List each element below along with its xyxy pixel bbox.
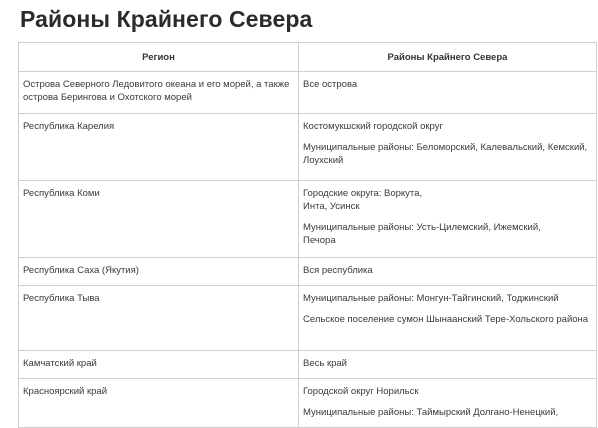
- region-cell: [19, 72, 299, 114]
- table-row: [19, 72, 597, 114]
- district-entry: Городской округ Норильск: [303, 386, 419, 397]
- region-cell: [19, 379, 299, 428]
- districts-cell: [299, 72, 597, 114]
- districts-cell: [299, 258, 597, 286]
- table-row: [19, 351, 597, 379]
- region-name: Республика Карелия: [23, 121, 115, 132]
- region-name: Республика Тыва: [23, 293, 100, 304]
- region-name: Красноярский край: [23, 386, 107, 397]
- regions-table-container: [18, 42, 596, 428]
- district-entry: Костомукшский городской округ: [303, 121, 443, 132]
- districts-cell: [299, 286, 597, 351]
- district-entry: Муниципальные районы: Усть-Цилемский, Ижемский, Печора: [303, 222, 541, 246]
- region-cell: [19, 181, 299, 258]
- region-cell: [19, 351, 299, 379]
- regions-table: [18, 42, 597, 428]
- districts-cell: [299, 351, 597, 379]
- region-cell: [19, 286, 299, 351]
- page-title: Районы Крайнего Севера: [20, 6, 313, 32]
- districts-cell: [299, 379, 597, 428]
- region-cell: [19, 258, 299, 286]
- table-row: [19, 114, 597, 181]
- column-header-districts: Районы Крайнего Севера: [299, 43, 597, 72]
- district-entry: Все острова: [303, 79, 358, 90]
- region-cell: [19, 114, 299, 181]
- district-entry: Сельское поселение сумон Шынаанский Тере-Хольского района: [303, 314, 589, 325]
- region-name: Республика Саха (Якутия): [23, 265, 139, 276]
- column-header-region: Регион: [19, 43, 299, 72]
- district-entry: Весь край: [303, 358, 347, 369]
- districts-cell: [299, 114, 597, 181]
- district-entry: Вся республика: [303, 265, 373, 276]
- table-row: [19, 181, 597, 258]
- district-entry: Городские округа: Воркута, Инта, Усинск: [303, 188, 423, 212]
- table-row: [19, 258, 597, 286]
- table-row: [19, 379, 597, 428]
- district-entry: Муниципальные районы: Таймырский Долгано-Ненецкий,: [303, 407, 559, 418]
- region-name: Камчатский край: [23, 358, 97, 369]
- table-row: [19, 286, 597, 351]
- district-entry: Муниципальные районы: Беломорский, Калевальский, Кемский, Лоухский: [303, 142, 588, 166]
- region-name: Острова Северного Ледовитого океана и его морей, а также острова Берингова и Охотского морей: [23, 79, 290, 103]
- district-entry: Муниципальные районы: Монгун-Тайгинский, Тоджинский: [303, 293, 559, 304]
- table-header-row: [19, 43, 597, 72]
- region-name: Республика Коми: [23, 188, 100, 199]
- districts-cell: [299, 181, 597, 258]
